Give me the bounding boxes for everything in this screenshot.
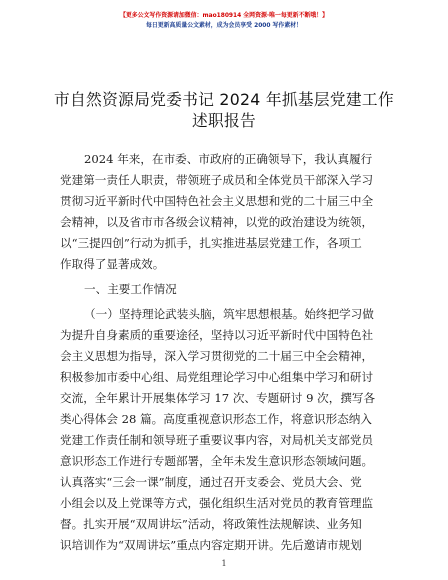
body-line: 交流，全年累计开展集体学习 17 次、专题研讨 9 次，撰写各 [60, 391, 376, 405]
header-banner-promo: 【更多公文写作资源请加微信：mao180914 全网资源·唯一每更新不断哦！】 [119, 12, 329, 19]
page-number: 1 [221, 559, 227, 568]
document-title-line-1: 市自然资源局党委书记 2024 年抓基层党建工作 [54, 90, 394, 109]
body-line: 2024 年来，在市委、市政府的正确领导下，我认真履行 [84, 152, 373, 166]
body-line: 识培训作为“双周讲坛”重点内容定期开讲。先后邀请市规划 [60, 538, 362, 552]
body-line: 会精神，以及省市市各级会议精神，以党的政治建设为统领， [60, 215, 374, 229]
body-line: 督。扎实开展“双周讲坛”活动，将政策性法规解读、业务知 [60, 517, 362, 531]
body-line: 党建工作责任制和领导班子重要议事内容，对局机关支部党员 [60, 433, 374, 447]
body-line: 为提升自身素质的重要途径，坚持以习近平新时代中国特色社 [60, 328, 374, 342]
body-line: 小组会以及上党课等方式，强化组织生活对党员的教育管理监 [60, 496, 374, 510]
body-line: 类心得体会 28 篇。高度重视意识形态工作，将意识形态纳入 [60, 412, 372, 426]
section-heading: 一、主要工作情况 [84, 282, 177, 296]
body-line: 认真落实“三会一课”制度，通过召开支委会、党员大会、党 [60, 475, 362, 489]
body-line: 积极参加市委中心组、局党组理论学习中心组集中学习和研讨 [60, 370, 374, 384]
body-line: 意识形态工作进行专题部署，全年未发生意识形态领域问题。 [60, 454, 374, 468]
body-line: 党建第一责任人职责，带领班子成员和全体党员干部深入学习 [60, 173, 374, 187]
body-line: （一）坚持理论武装头脑，筑牢思想根基。始终把学习做 [84, 307, 374, 321]
header-banner-subscribe: 每日更新高质量公文素材，成为会员享受 2000 写作素材！ [145, 22, 303, 29]
body-line: 作取得了显著成效。 [60, 257, 165, 271]
document-title-line-2: 述职报告 [191, 111, 257, 130]
body-line: 会主义思想为指导，深入学习贯彻党的二十届三中全会精神， [60, 349, 374, 363]
body-line: 贯彻习近平新时代中国特色社会主义思想和党的二十届三中全 [60, 194, 374, 208]
body-line: 以“三提四创”行动为抓手，扎实推进基层党建工作，各项工 [60, 236, 362, 250]
